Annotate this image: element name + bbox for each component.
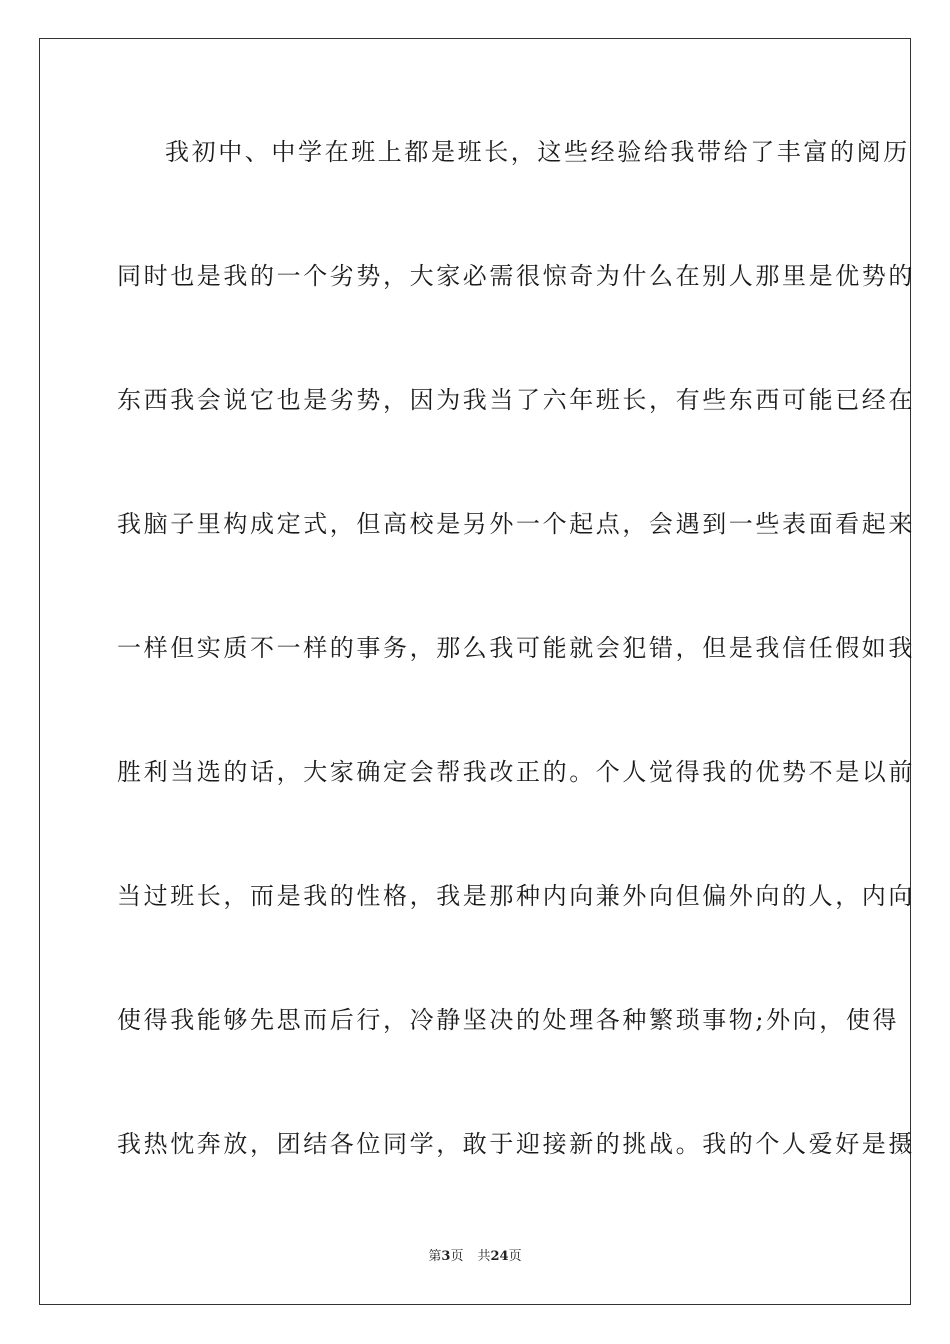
paragraph-line-4: 我脑子里构成定式，但高校是另外一个起点，会遇到一些表面看起来 xyxy=(117,510,915,538)
total-suffix: 页 xyxy=(508,1249,522,1264)
paragraph-line-9: 我热忱奔放，团结各位同学，敢于迎接新的挑战。我的个人爱好是摄 xyxy=(117,1130,915,1158)
page-prefix: 第 xyxy=(428,1249,442,1264)
paragraph-line-8: 使得我能够先思而后行，冷静坚决的处理各种繁琐事物;外向，使得 xyxy=(117,1006,900,1034)
paragraph-line-6: 胜利当选的话，大家确定会帮我改正的。个人觉得我的优势不是以前 xyxy=(117,758,915,786)
paragraph-line-7: 当过班长，而是我的性格，我是那种内向兼外向但偏外向的人，内向 xyxy=(117,882,915,910)
total-pages-number: 24 xyxy=(490,1249,509,1264)
current-page-number: 3 xyxy=(441,1249,451,1264)
page-border xyxy=(39,38,915,1305)
paragraph-line-5: 一样但实质不一样的事务，那么我可能就会犯错，但是我信任假如我 xyxy=(117,634,915,662)
paragraph-line-3: 东西我会说它也是劣势，因为我当了六年班长，有些东西可能已经在 xyxy=(117,386,915,414)
total-pages-label xyxy=(477,1249,521,1264)
paragraph-line-1: 我初中、中学在班上都是班长，这些经验给我带给了丰富的阅历 xyxy=(165,138,910,166)
paragraph-line-2: 同时也是我的一个劣势，大家必需很惊奇为什么在别人那里是优势的 xyxy=(117,262,915,290)
total-prefix: 共 xyxy=(477,1249,491,1264)
page-number-label xyxy=(428,1249,463,1264)
page-suffix: 页 xyxy=(450,1249,464,1264)
page-footer xyxy=(0,1248,950,1266)
